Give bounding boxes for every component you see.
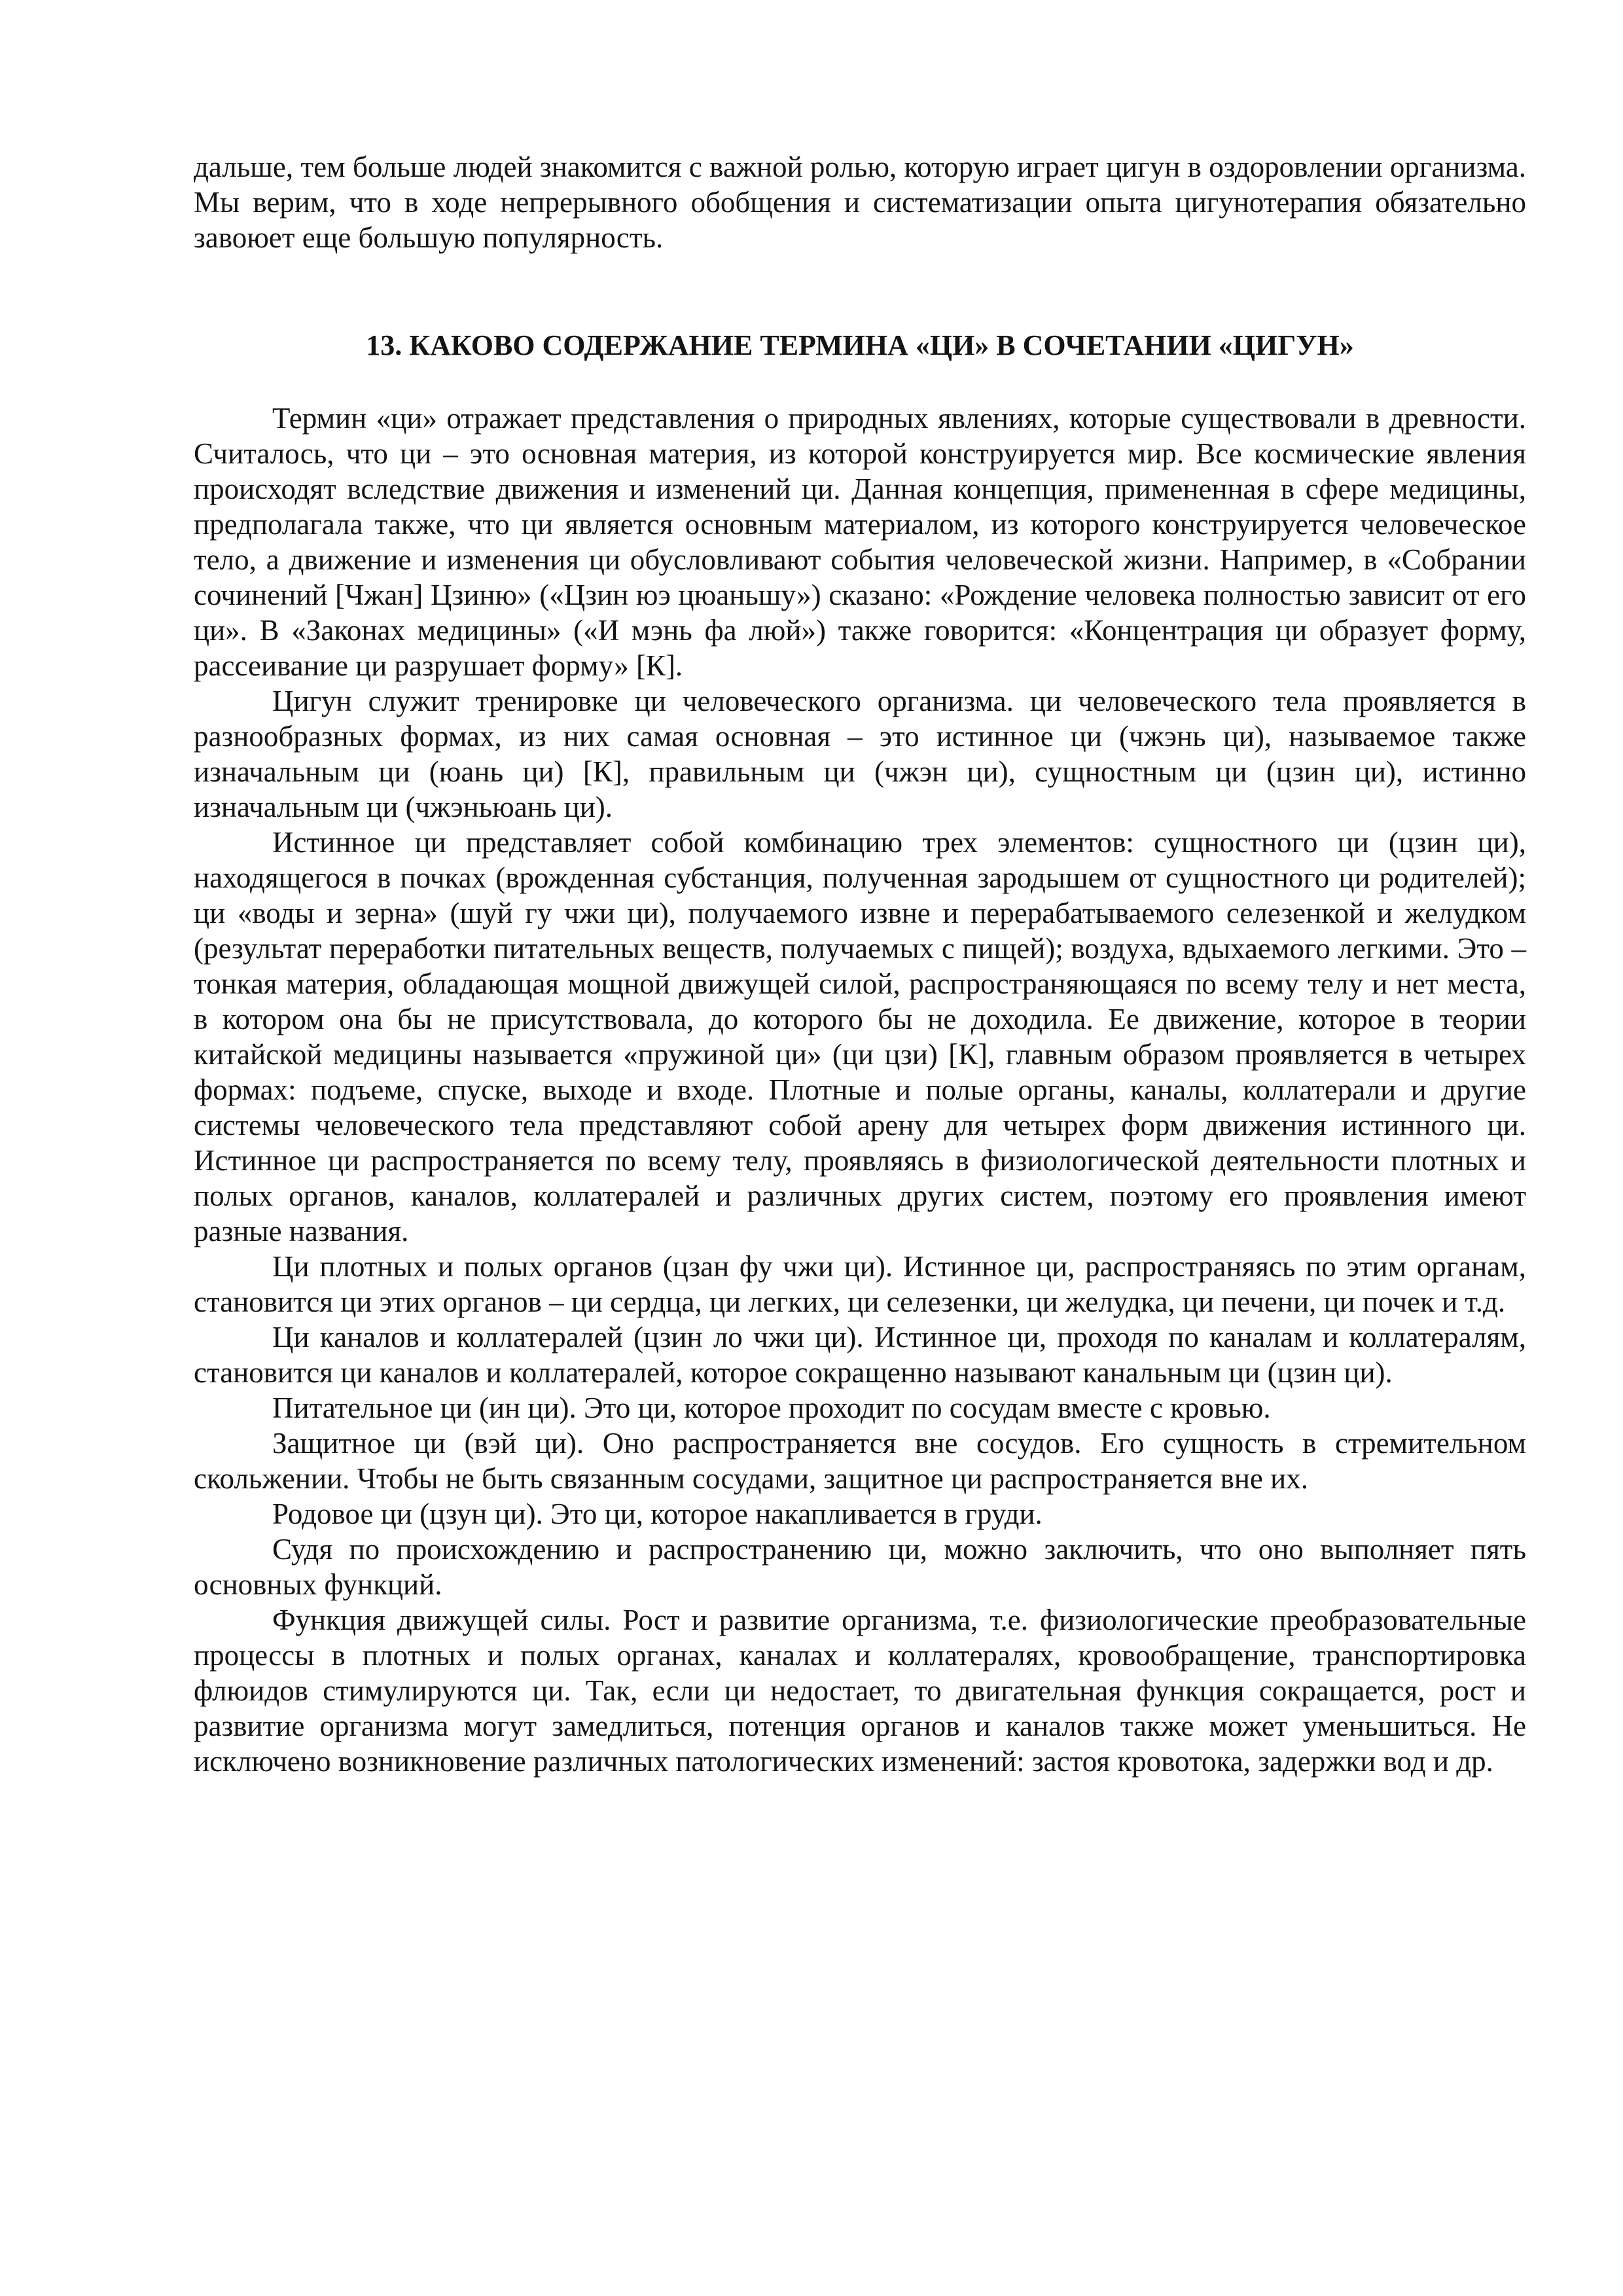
paragraph-2: Цигун служит тренировке ци человеческого организма. ци человеческого тела проявляется в разнообразных формах, из них самая основная – это истинное ци (чжэнь ци), называемое также изначальным ци (юань ци) [К], правильным ци (чжэн ци), сущностным ци (цзин ци), истинно изначальным ци (чжэньюань ци).	[194, 685, 1526, 823]
document-page	[194, 149, 1526, 1779]
paragraph-5: Ци каналов и коллатералей (цзин ло чжи ци). Истинное ци, проходя по каналам и коллатералям, становится ци каналов и коллатералей, которое сокращенно называют канальным ци (цзин ци).	[194, 1321, 1526, 1389]
paragraph-10: Функция движущей силы. Рост и развитие организма, т.е. физиологические преобразовательные процессы в плотных и полых органах, каналах и коллатералях, кровообращение, транспортировка флюидов стимулируются ци. Так, если ци недостает, то двигательная функция сокращается, рост и развитие организма могут замедлиться, потенция органов и каналов также может уменьшиться. Не исключено возникновение различных патологических изменений: застоя кровотока, задержки вод и др.	[194, 1604, 1526, 1778]
paragraph-4: Ци плотных и полых органов (цзан фу чжи ци). Истинное ци, распространяясь по этим органам, становится ци этих органов – ци сердца, ци легких, ци селезенки, ци желудка, ци печени, ци почек и т.д.	[194, 1250, 1526, 1318]
paragraph-3: Истинное ци представляет собой комбинацию трех элементов: сущностного ци (цзин ци), находящегося в почках (врожденная субстанция, полученная зародышем от сущностного ци родителей); ци «воды и зерна» (шуй гу чжи ци), получаемого извне и перерабатываемого селезенкой и желудком (результат переработки питательных веществ, получаемых с пищей); воздуха, вдыхаемого легкими. Это – тонкая материя, обладающая мощной движущей силой, распространяющаяся по всему телу и нет места, в котором она бы не присутствовала, до которого бы не доходила. Ее движение, которое в теории китайской медицины называется «пружиной ци» (ци цзи) [К], главным образом проявляется в четырех формах: подъеме, спуске, выходе и входе. Плотные и полые органы, каналы, коллатерали и другие системы человеческого тела представляют собой арену для четырех форм движения истинного ци. Истинное ци распространяется по всему телу, проявляясь в физиологической деятельности плотных и полых органов, каналов, коллатералей и различных других систем, поэтому его проявления имеют разные названия.	[194, 826, 1526, 1247]
intro-paragraph: дальше, тем больше людей знакомится с важной ролью, которую играет цигун в оздоровлении организма. Мы верим, что в ходе непрерывного обобщения и систематизации опыта цигунотерапия обязательно завоюет еще большую популярность.	[194, 151, 1526, 254]
paragraph-8: Родовое ци (цзун ци). Это ци, которое накапливается в груди.	[272, 1498, 1043, 1530]
paragraph-7: Защитное ци (вэй ци). Оно распространяется вне сосудов. Его сущность в стремительном скольжении. Чтобы не быть связанным сосудами, защитное ци распространяется вне их.	[194, 1427, 1526, 1495]
paragraph-1: Термин «ци» отражает представления о природных явлениях, которые существовали в древности. Считалось, что ци – это основная материя, из которой конструируется мир. Все космические явления происходят вследствие движения и изменений ци. Данная концепция, примененная в сфере медицины, предполагала также, что ци является основным материалом, из которого конструируется человеческое тело, а движение и изменения ци обусловливают события человеческой жизни. Например, в «Собрании сочинений [Чжан] Цзиню» («Цзин юэ цюаньшу») сказано: «Рождение человека полностью зависит от его ци». В «Законах медицины» («И мэнь фа люй») также говорится: «Концентрация ци образует форму, рассеивание ци разрушает форму» [К].	[194, 402, 1526, 682]
paragraph-6: Питательное ци (ин ци). Это ци, которое проходит по сосудам вместе с кровью.	[272, 1391, 1271, 1424]
paragraph-9: Судя по происхождению и распространению ци, можно заключить, что оно выполняет пять основных функций.	[194, 1533, 1526, 1601]
section-heading: 13. КАКОВО СОДЕРЖАНИЕ ТЕРМИНА «ЦИ» В СОЧЕТАНИИ «ЦИГУН»	[366, 329, 1354, 361]
